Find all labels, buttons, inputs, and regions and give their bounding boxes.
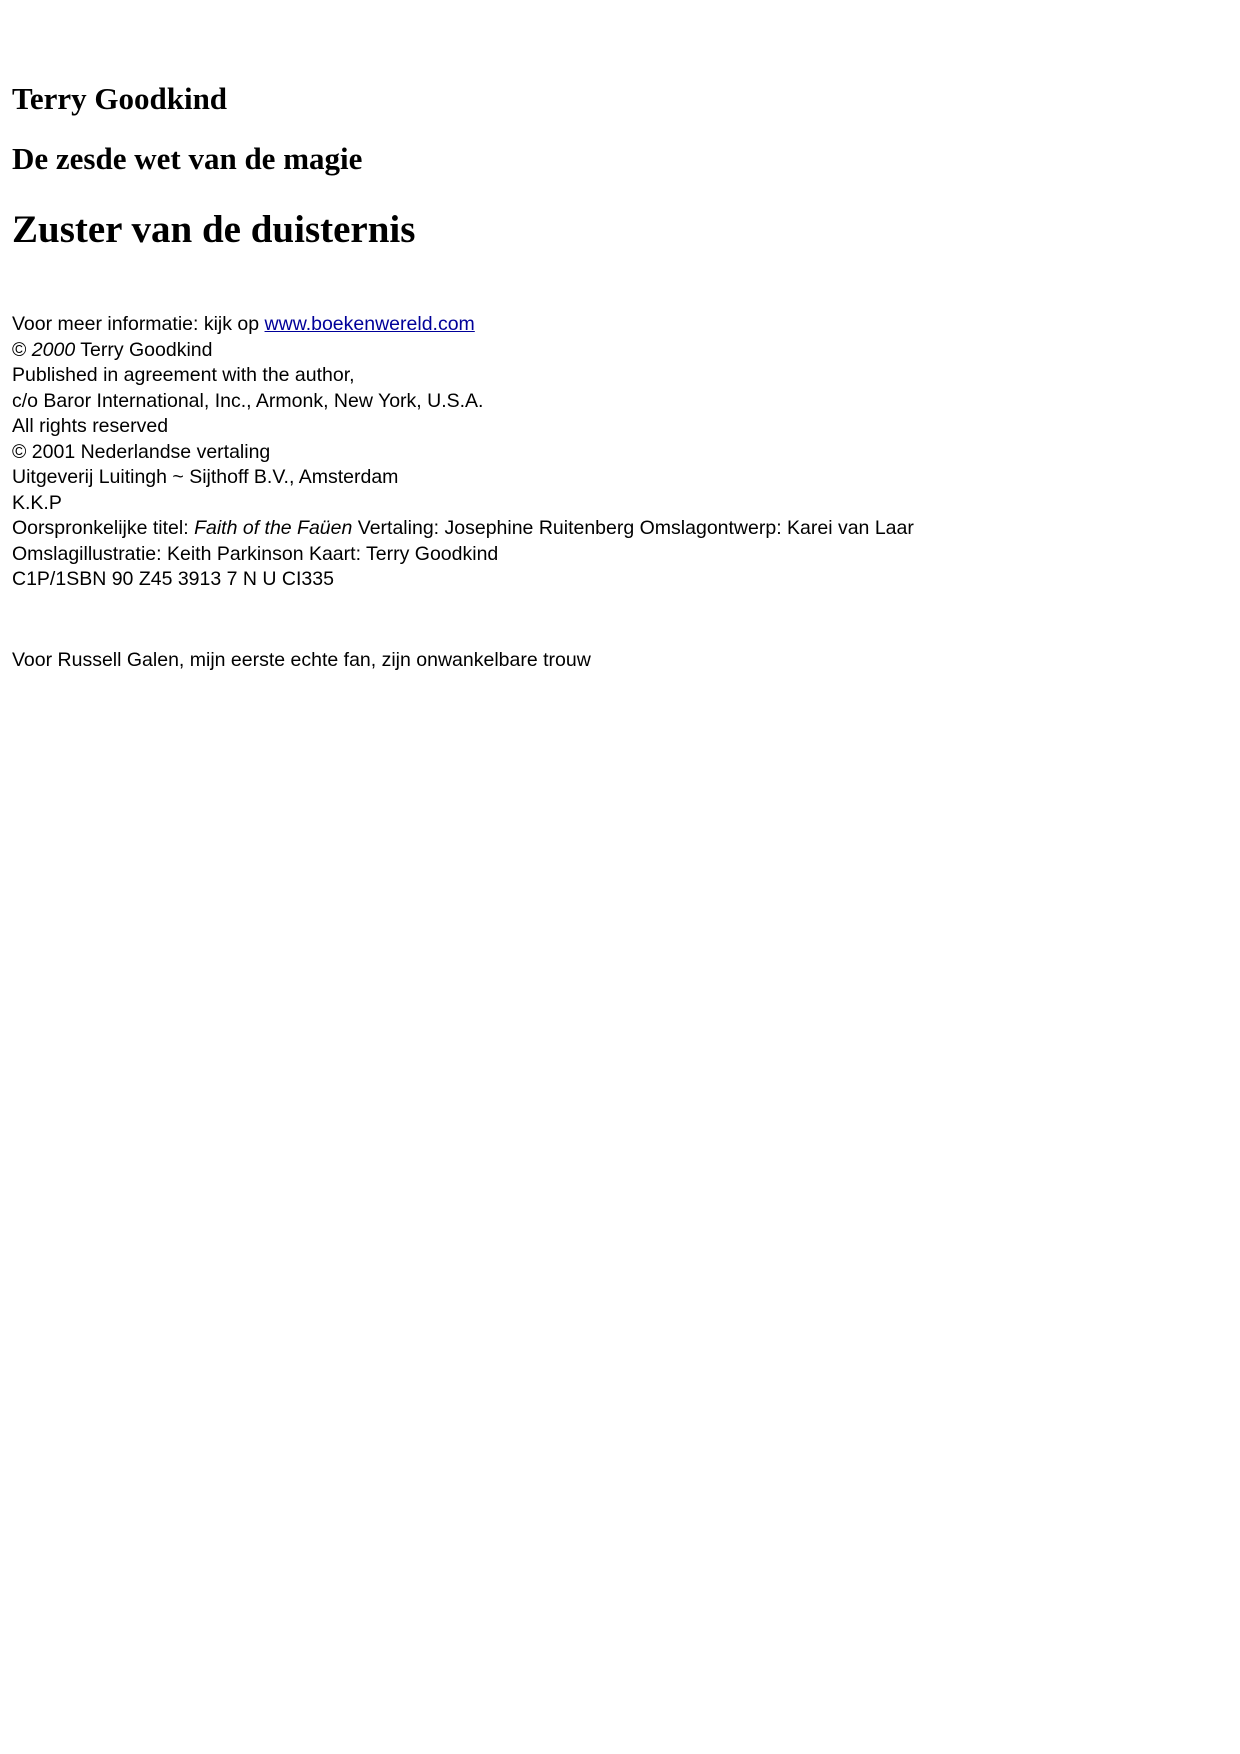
colophon-line-copyright-2001: © 2001 Nederlandse vertaling [12,440,271,463]
colophon-line-publisher: Uitgeverij Luitingh ~ Sijthoff B.V., Amsterdam [12,466,399,488]
series-heading: De zesde wet van de magie [12,141,363,176]
colophon-line-info [12,313,475,335]
author-heading: Terry Goodkind [12,81,228,116]
colophon-block [12,312,1200,593]
colophon-line-published: Published in agreement with the author, [12,364,355,386]
boekenwereld-link[interactable]: www.boekenwereld.com [264,313,475,335]
colophon-line-isbn: C1P/1SBN 90 Z45 3913 7 N U CI335 [12,568,334,590]
dedication-line: Voor Russell Galen, mijn eerste echte fan, zijn onwankelbare trouw [12,648,591,671]
original-title-prefix: Oorspronkelijke titel: [12,517,195,539]
colophon-line-copyright-2000 [12,339,212,361]
copyright-2000-year: 2000 [31,338,76,361]
original-title-italic: Faith of the Faüen [194,517,353,539]
colophon-line-rights: All rights reserved [12,415,169,437]
colophon-line-kkp: K.K.P [12,491,62,514]
copyright-2000-prefix: © [12,338,32,361]
book-title-heading: Zuster van de duisternis [12,208,416,251]
original-title-suffix: Vertaling: Josephine Ruitenberg Omslagontwerp: Karei van Laar [352,517,914,539]
colophon-line-agency: c/o Baror International, Inc., Armonk, New York, U.S.A. [12,389,484,412]
colophon-line-original-title [12,517,914,539]
copyright-2000-suffix: Terry Goodkind [75,338,213,361]
info-prefix-text: Voor meer informatie: kijk op [12,313,265,335]
colophon-line-illustration: Omslagillustratie: Keith Parkinson Kaart: Terry Goodkind [12,542,499,565]
